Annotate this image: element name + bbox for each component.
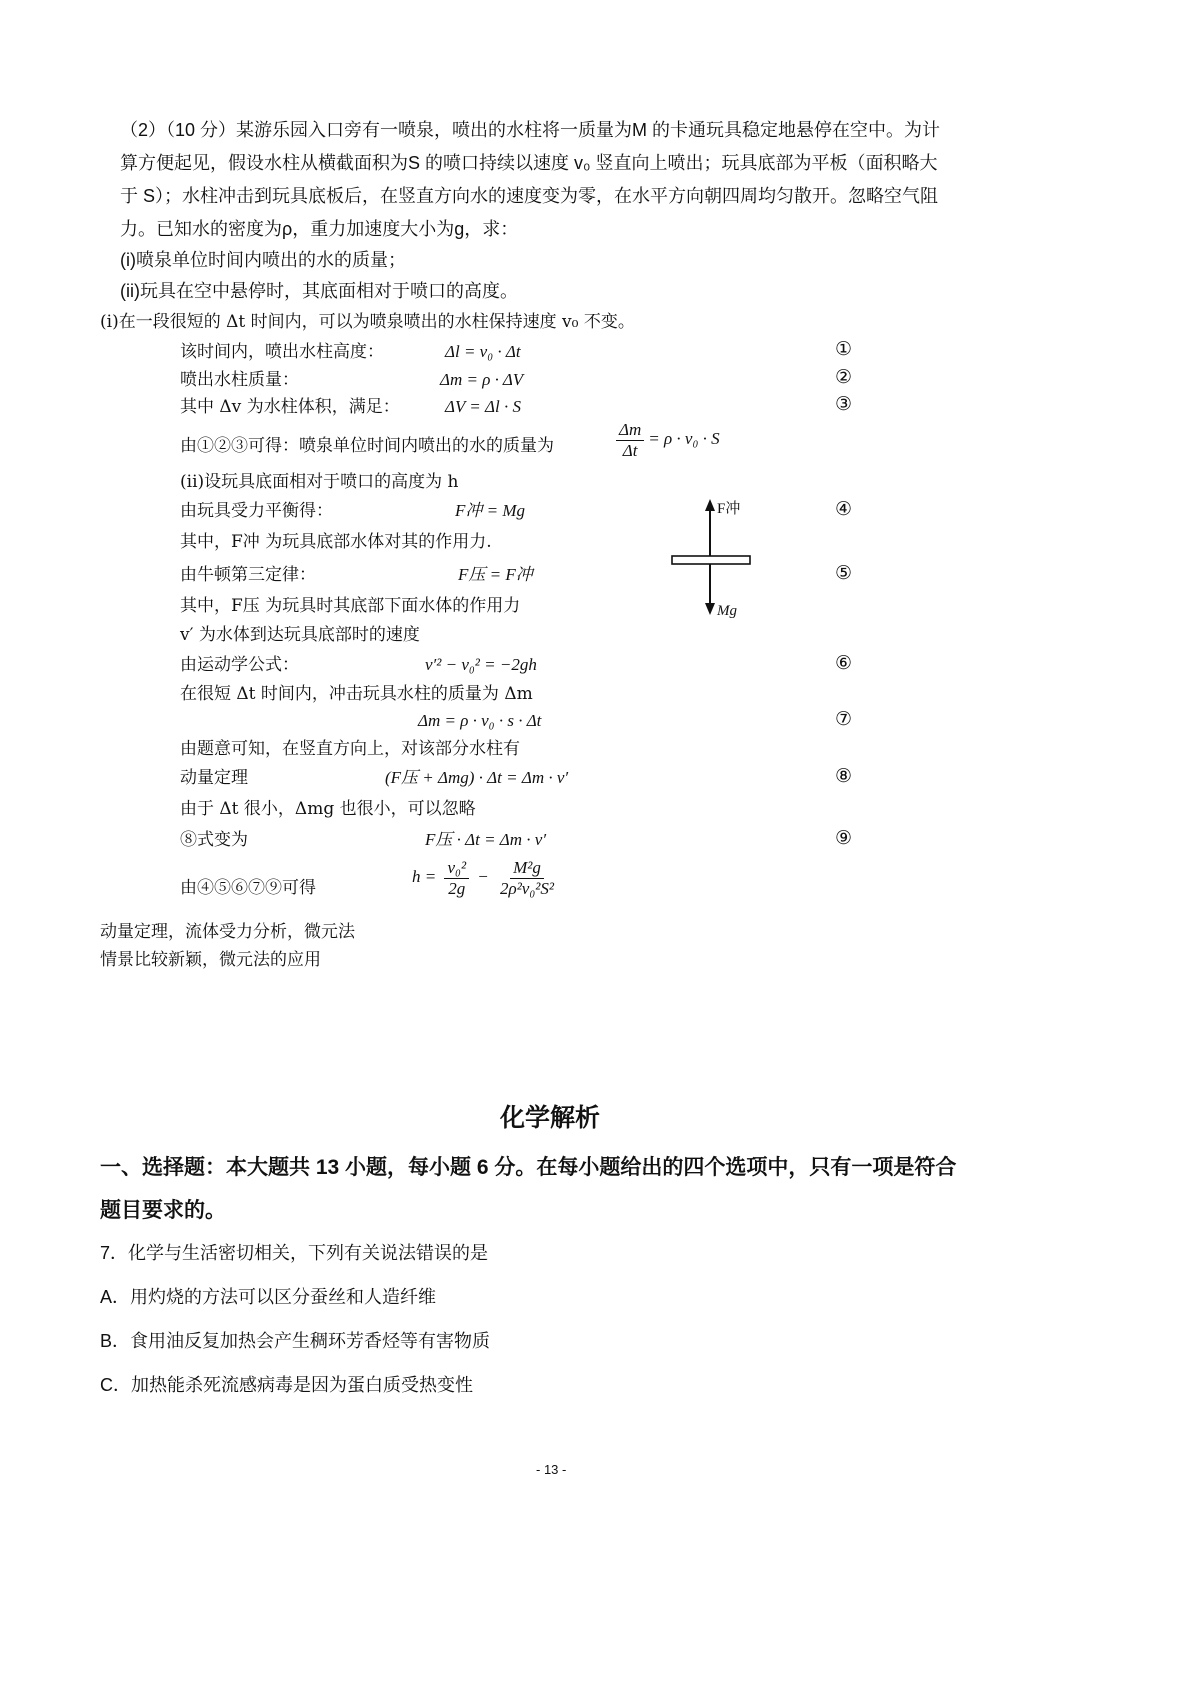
step-5-equation: F冲 = Mg — [455, 501, 526, 520]
step-7-equation: F压 = F冲 — [458, 565, 533, 584]
step-10-label: 由运动学公式： — [180, 655, 299, 675]
step-10-equation: v′² − v₀² = −2gh — [425, 655, 537, 674]
option-a: A．用灼烧的方法可以区分蚕丝和人造纤维 — [100, 1287, 437, 1307]
step-16-number: ⑨ — [835, 827, 853, 849]
part-ii-intro: (ii)设玩具底面相对于喷口的高度为 h — [180, 472, 459, 492]
step-9-text: v′ 为水体到达玩具底部时的速度 — [180, 625, 420, 645]
step-12-equation: Δm = ρ · v₀ · s · Δt — [418, 711, 542, 730]
step-17-equation — [412, 858, 561, 898]
section-heading-line-2: 题目要求的。 — [100, 1199, 226, 1222]
step-17-fraction-1-top: v₀² — [444, 858, 469, 879]
step-16-label: ⑧式变为 — [180, 830, 248, 850]
option-c: C．加热能杀死流感病毒是因为蛋白质受热变性 — [100, 1375, 473, 1395]
step-4-label: 由①②③可得：喷泉单位时间内喷出的水的质量为 — [180, 436, 554, 456]
chem-title: 化学解析 — [500, 1104, 601, 1132]
step-14-label: 动量定理 — [180, 768, 248, 788]
step-4-fraction-bottom: Δt — [622, 440, 638, 460]
question-7: 7．化学与生活密切相关，下列有关说法错误的是 — [100, 1243, 489, 1263]
step-10-number: ⑥ — [835, 652, 853, 674]
page-number: - 13 - — [536, 1462, 567, 1477]
key-points: 动量定理，流体受力分析，微元法 — [100, 922, 355, 942]
step-7-label: 由牛顿第三定律： — [180, 565, 316, 585]
force-down-label: Mg — [717, 603, 737, 619]
solution-intro: (i)在一段很短的 Δt 时间内，可以为喷泉喷出的水柱保持速度 v₀ 不变。 — [100, 312, 635, 332]
problem-part-i: (i)喷泉单位时间内喷出的水的质量； — [120, 250, 406, 270]
toy-plate — [672, 556, 750, 564]
force-diagram — [660, 495, 770, 625]
step-17-h: h = — [412, 866, 437, 886]
step-17-fraction-1 — [444, 858, 469, 898]
step-6-text: 其中，F冲 为玩具底部水体对其的作用力. — [180, 532, 492, 552]
step-14-equation: (F压 + Δmg) · Δt = Δm · v′ — [385, 768, 569, 787]
step-7-number: ⑤ — [835, 562, 853, 584]
step-16-equation: F压 · Δt = Δm · v′ — [425, 830, 547, 849]
comment: 情景比较新颖，微元法的应用 — [100, 950, 321, 970]
problem-line-1: （2）（10 分）某游乐园入口旁有一喷泉，喷出的水柱将一质量为M 的卡通玩具稳定地悬停在空中。为计 — [120, 120, 941, 140]
step-14-number: ⑧ — [835, 765, 853, 787]
problem-line-3: 于 S）；水柱冲击到玩具底板后，在竖直方向水的速度变为零，在水平方向朝四周均匀散开。忽略空气阻 — [120, 186, 939, 206]
step-3-label: 其中 Δv 为水柱体积，满足： — [180, 397, 400, 417]
down-arrow-icon — [705, 603, 715, 615]
step-17-fraction-1-bottom: 2g — [448, 878, 466, 898]
step-11-text: 在很短 Δt 时间内，冲击玩具水柱的质量为 Δm — [180, 684, 533, 704]
step-17-fraction-2 — [497, 858, 557, 898]
step-13-text: 由题意可知，在竖直方向上，对该部分水柱有 — [180, 739, 520, 759]
step-8-text: 其中，F压 为玩具时其底部下面水体的作用力 — [180, 596, 521, 616]
step-4-result: = ρ · v₀ · S — [648, 428, 720, 448]
step-5-number: ④ — [835, 498, 853, 520]
step-3-equation: ΔV = Δl · S — [445, 397, 521, 416]
up-arrow-icon — [705, 499, 715, 511]
problem-line-4: 力。已知水的密度为ρ，重力加速度大小为g，求： — [120, 219, 519, 239]
step-3-number: ③ — [835, 393, 853, 415]
problem-part-ii: (ii)玩具在空中悬停时，其底面相对于喷口的高度。 — [120, 281, 518, 301]
step-17-minus: − — [477, 866, 489, 886]
step-4-equation — [612, 420, 720, 460]
step-15-text: 由于 Δt 很小，Δmg 也很小，可以忽略 — [180, 799, 476, 819]
step-5-label: 由玩具受力平衡得： — [180, 501, 333, 521]
step-17-label: 由④⑤⑥⑦⑨可得 — [180, 878, 316, 898]
force-up-label: F冲 — [717, 501, 741, 517]
step-2-equation: Δm = ρ · ΔV — [440, 370, 524, 389]
step-4-fraction-top: Δm — [616, 420, 644, 441]
step-1-number: ① — [835, 338, 853, 360]
step-2-number: ② — [835, 366, 853, 388]
problem-line-2: 算方便起见，假设水柱从横截面积为S 的喷口持续以速度 v₀ 竖直向上喷出；玩具底部为平板（面积略大 — [120, 153, 938, 173]
step-17-fraction-2-top: M²g — [510, 858, 544, 879]
step-4-fraction — [616, 420, 644, 460]
section-heading-line-1: 一、选择题：本大题共 13 小题，每小题 6 分。在每小题给出的四个选项中，只有一项是符合 — [100, 1156, 957, 1179]
option-b: B．食用油反复加热会产生稠环芳香烃等有害物质 — [100, 1331, 491, 1351]
step-1-label: 该时间内，喷出水柱高度： — [180, 342, 384, 362]
step-17-fraction-2-bottom: 2ρ²v₀²S² — [500, 878, 554, 898]
step-1-equation: Δl = v₀ · Δt — [445, 342, 521, 361]
step-2-label: 喷出水柱质量： — [180, 370, 299, 390]
step-12-number: ⑦ — [835, 708, 853, 730]
